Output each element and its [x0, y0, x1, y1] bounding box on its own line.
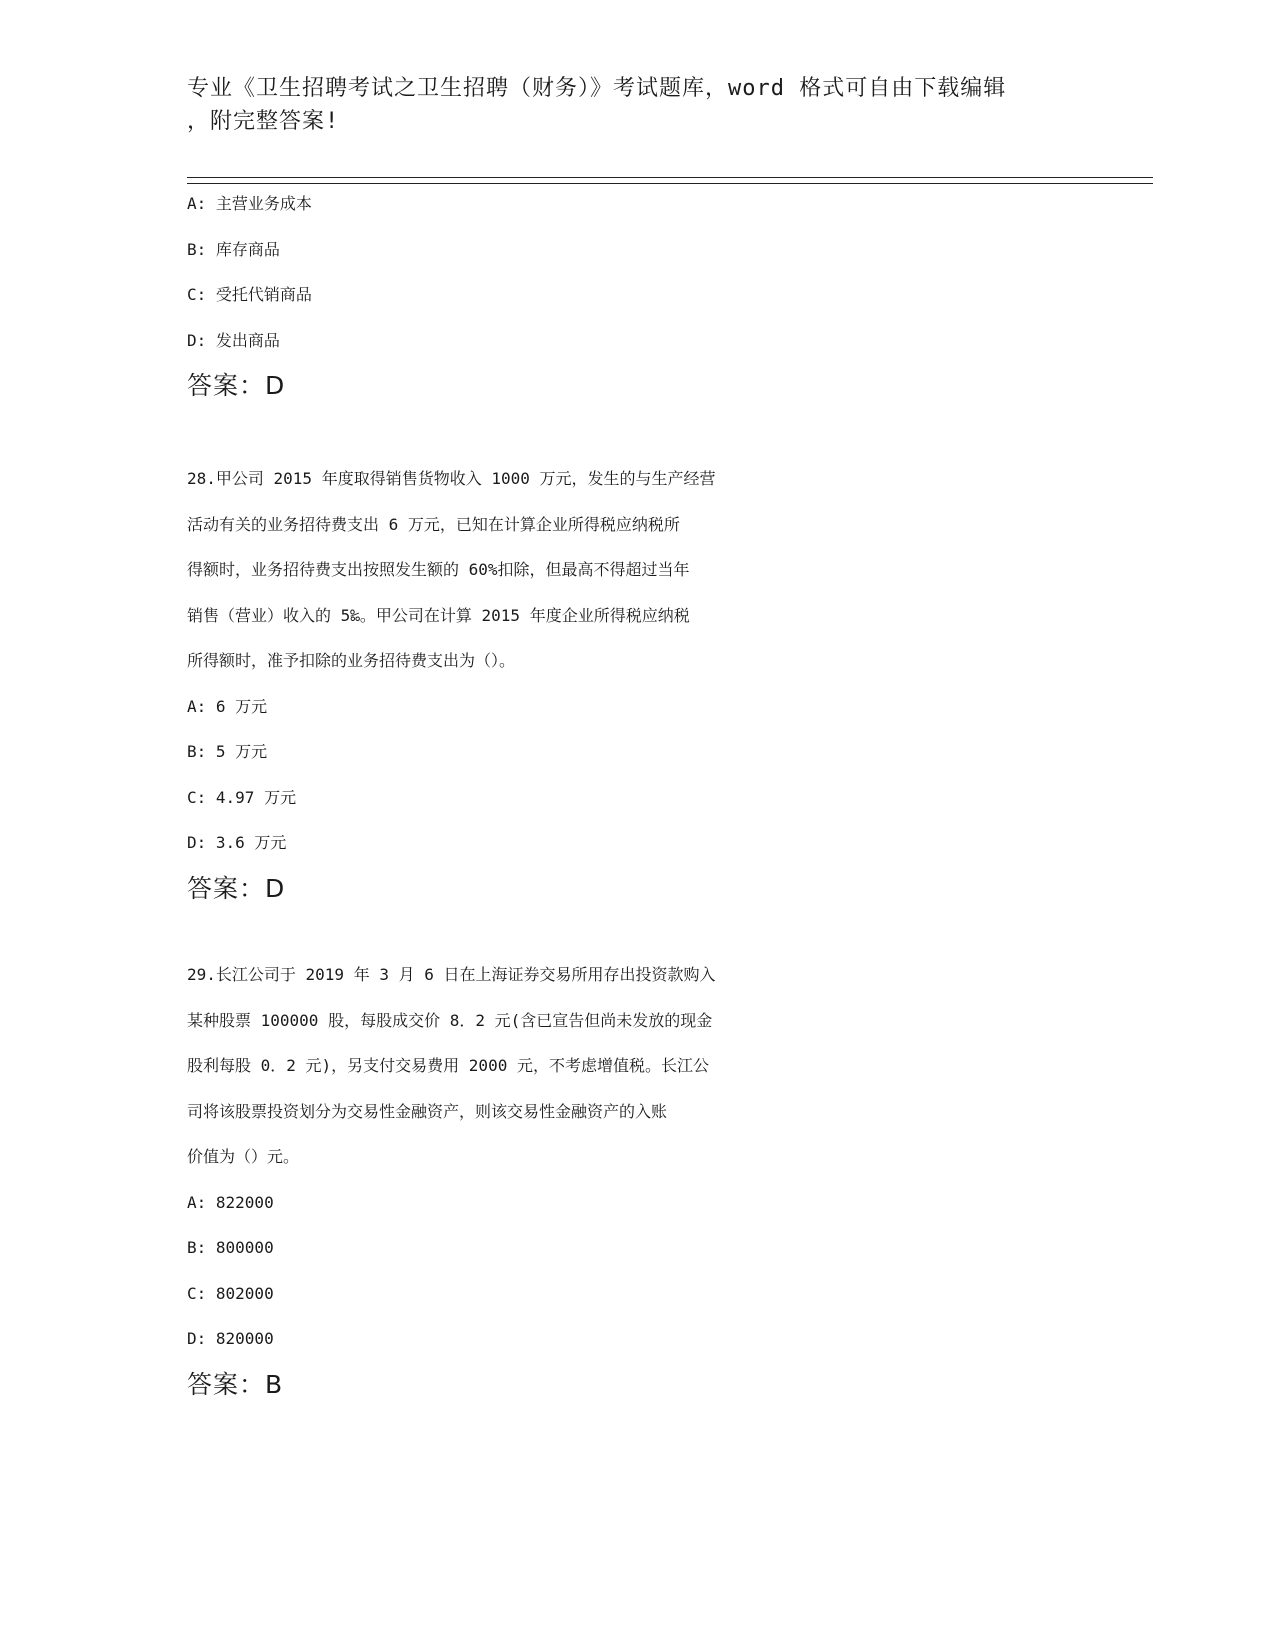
option-c: C: 802000 — [187, 1283, 274, 1303]
answer-label: 答案：D — [187, 873, 286, 903]
option-a: A: 6 万元 — [187, 696, 268, 716]
option-a: A: 主营业务成本 — [187, 194, 312, 213]
answer-label: 答案：B — [187, 1369, 284, 1399]
option-b: B: 5 万元 — [187, 742, 268, 761]
header-line-1: 专业《卫生招聘考试之卫生招聘（财务）》考试题库，word 格式可自由下载编辑 — [187, 76, 1007, 101]
question-stem-line: 股利每股 0．2 元)，另支付交易费用 2000 元，不考虑增值税。长江公 — [187, 1056, 709, 1075]
option-d: D: 发出商品 — [187, 330, 280, 350]
option-a: A: 822000 — [187, 1192, 274, 1212]
option-b: B: 800000 — [187, 1238, 274, 1257]
question-29 — [187, 952, 1087, 1407]
question-stem-line: 29.长江公司于 2019 年 3 月 6 日在上海证券交易所用存出投资款购入 — [187, 965, 716, 984]
question-stem-line: 司将该股票投资划分为交易性金融资产，则该交易性金融资产的入账 — [187, 1101, 668, 1121]
header-line-2: ，附完整答案! — [187, 109, 340, 134]
question-stem-line: 所得额时，准予扣除的业务招待费支出为（）。 — [187, 651, 516, 670]
option-d: D: 820000 — [187, 1329, 274, 1348]
header-divider-top — [187, 177, 1153, 178]
option-b: B: 库存商品 — [187, 239, 280, 259]
question-stem-line: 活动有关的业务招待费支出 6 万元，已知在计算企业所得税应纳税所 — [187, 514, 680, 534]
option-c: C: 4.97 万元 — [187, 787, 297, 807]
question-stem-line: 销售（营业）收入的 5‰。甲公司在计算 2015 年度企业所得税应纳税 — [187, 605, 690, 625]
question-stem-line: 得额时，业务招待费支出按照发生额的 60%扣除，但最高不得超过当年 — [187, 560, 690, 579]
option-c: C: 受托代销商品 — [187, 285, 312, 304]
question-stem-line: 价值为（）元。 — [187, 1147, 300, 1166]
question-stem-line: 28.甲公司 2015 年度取得销售货物收入 1000 万元，发生的与生产经营 — [187, 469, 716, 488]
document-header — [187, 72, 1077, 138]
question-28 — [187, 456, 1087, 911]
question-27 — [187, 181, 1087, 409]
question-stem-line: 某种股票 100000 股，每股成交价 8．2 元(含已宣告但尚未发放的现金 — [187, 1010, 713, 1030]
answer-label: 答案：D — [187, 371, 286, 400]
option-d: D: 3.6 万元 — [187, 833, 287, 852]
